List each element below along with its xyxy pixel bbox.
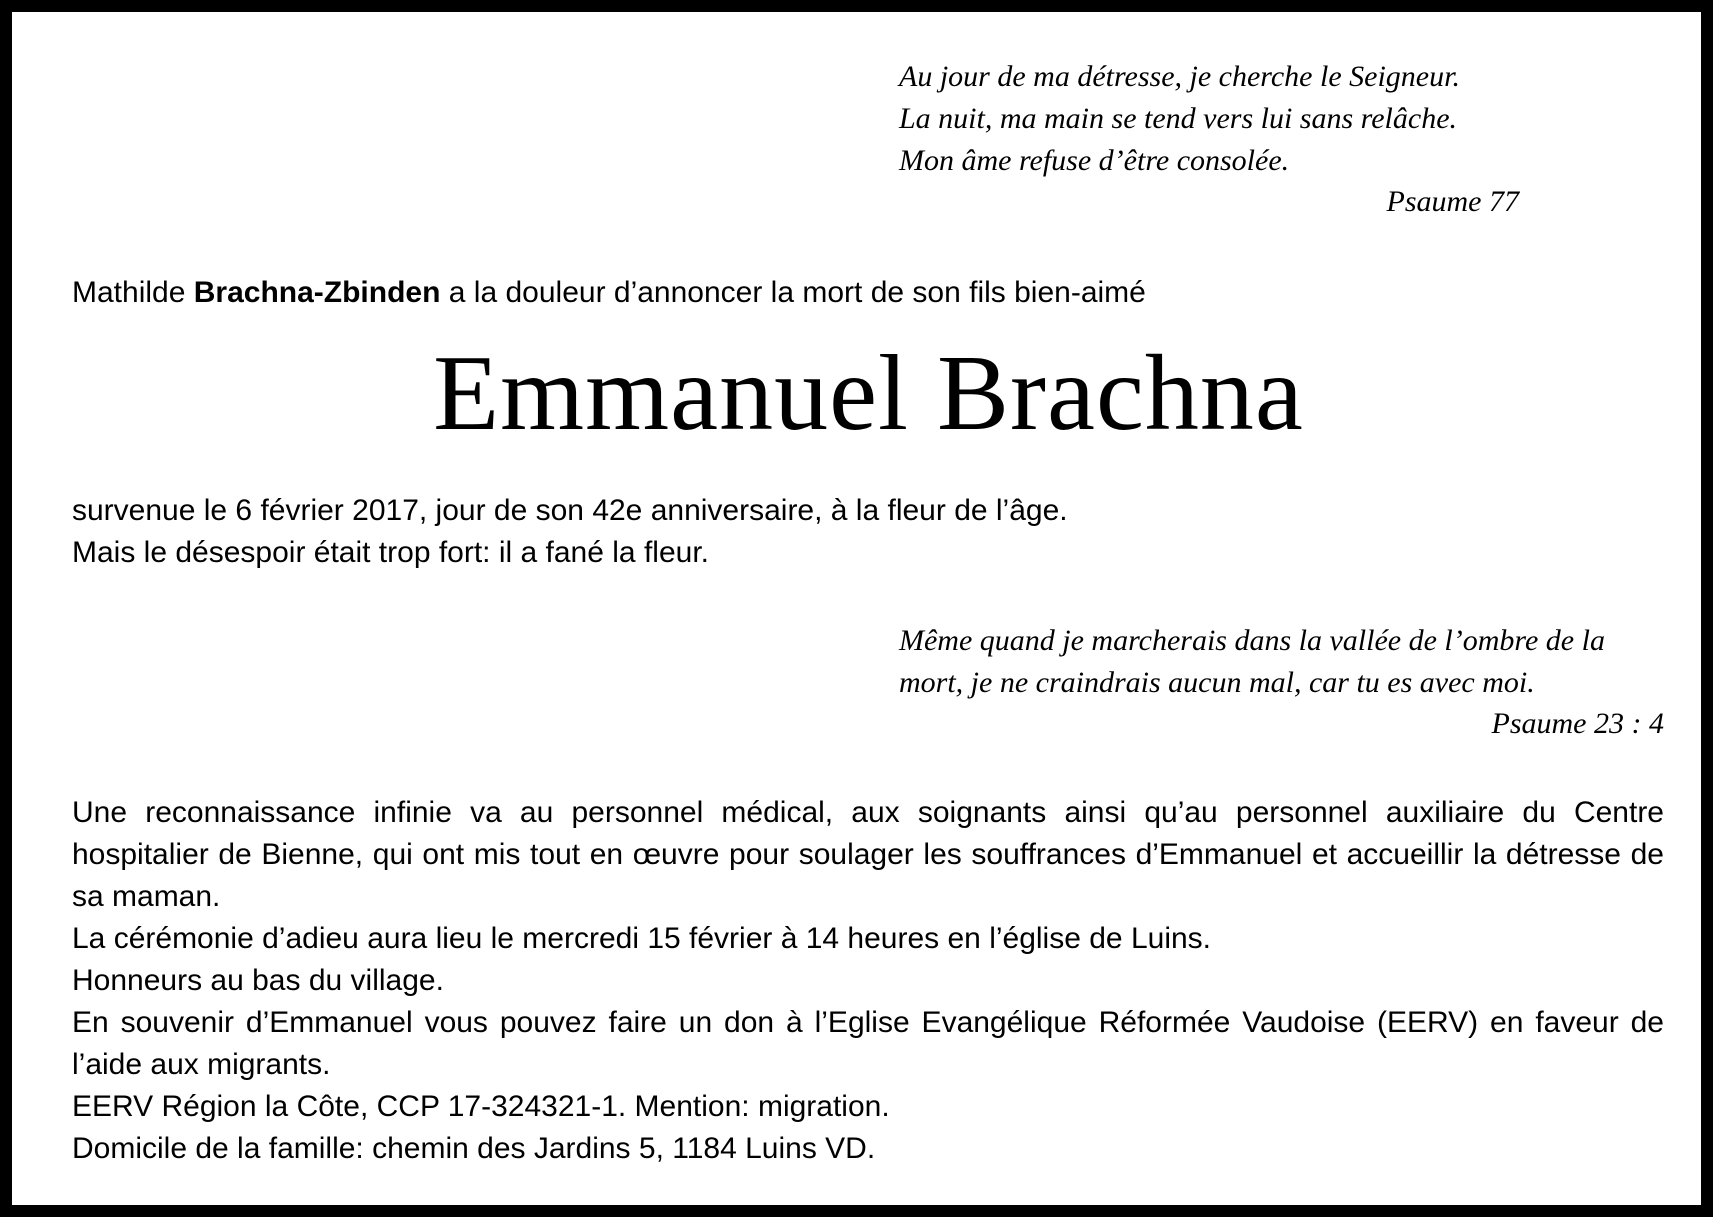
honours-paragraph: Honneurs au bas du village. — [72, 964, 444, 997]
quote-line: Même quand je marcherais dans la vallée de l’ombre de la — [899, 624, 1605, 657]
death-date-line: survenue le 6 février 2017, jour de son 42e anniversaire, à la fleur de l’âge. — [72, 494, 1068, 527]
psalm-77-quote — [899, 56, 1519, 222]
quote-line: La nuit, ma main se tend vers lui sans relâche. — [899, 102, 1458, 135]
quote-line: Au jour de ma détresse, je cherche le Seigneur. — [899, 60, 1460, 93]
address-paragraph: Domicile de la famille: chemin des Jardins 5, 1184 Luins VD. — [72, 1132, 876, 1165]
death-info — [72, 490, 1068, 574]
despair-line: Mais le désespoir était trop fort: il a fané la fleur. — [72, 536, 709, 569]
announcement-line — [72, 273, 1146, 313]
obituary-body — [72, 792, 1664, 1170]
quote-reference: Psaume 23 : 4 — [1491, 707, 1664, 740]
quote-line: mort, je ne craindrais aucun mal, car tu es avec moi. — [899, 666, 1535, 699]
quote-line: Mon âme refuse d’être consolée. — [899, 144, 1290, 177]
psalm-23-quote — [899, 620, 1664, 744]
deceased-name: Emmanuel Brachna — [433, 334, 1304, 453]
announcement-text: a la douleur d’annoncer la mort de son fils bien-aimé — [448, 276, 1146, 309]
mother-first-name: Mathilde — [72, 276, 186, 309]
mother-surname: Brachna-Zbinden — [193, 276, 441, 309]
ceremony-paragraph: La cérémonie d’adieu aura lieu le mercredi 15 février à 14 heures en l’église de Luins. — [72, 922, 1212, 955]
thanks-paragraph: Une reconnaissance infinie va au personnel médical, aux soignants ainsi qu’au personnel auxiliaire du Centre hospitalier de Bienne, qui ont mis tout en œuvre pour soulager les souffrances d’Emmanuel et accueillir la détresse de sa maman. — [72, 796, 1664, 913]
donation-paragraph: En souvenir d’Emmanuel vous pouvez faire un don à l’Eglise Evangélique Réformée Vaudoise (EERV) en faveur de l’aide aux migrants. — [72, 1006, 1664, 1081]
quote-reference: Psaume 77 — [1386, 185, 1519, 218]
account-paragraph: EERV Région la Côte, CCP 17-324321-1. Mention: migration. — [72, 1090, 890, 1123]
